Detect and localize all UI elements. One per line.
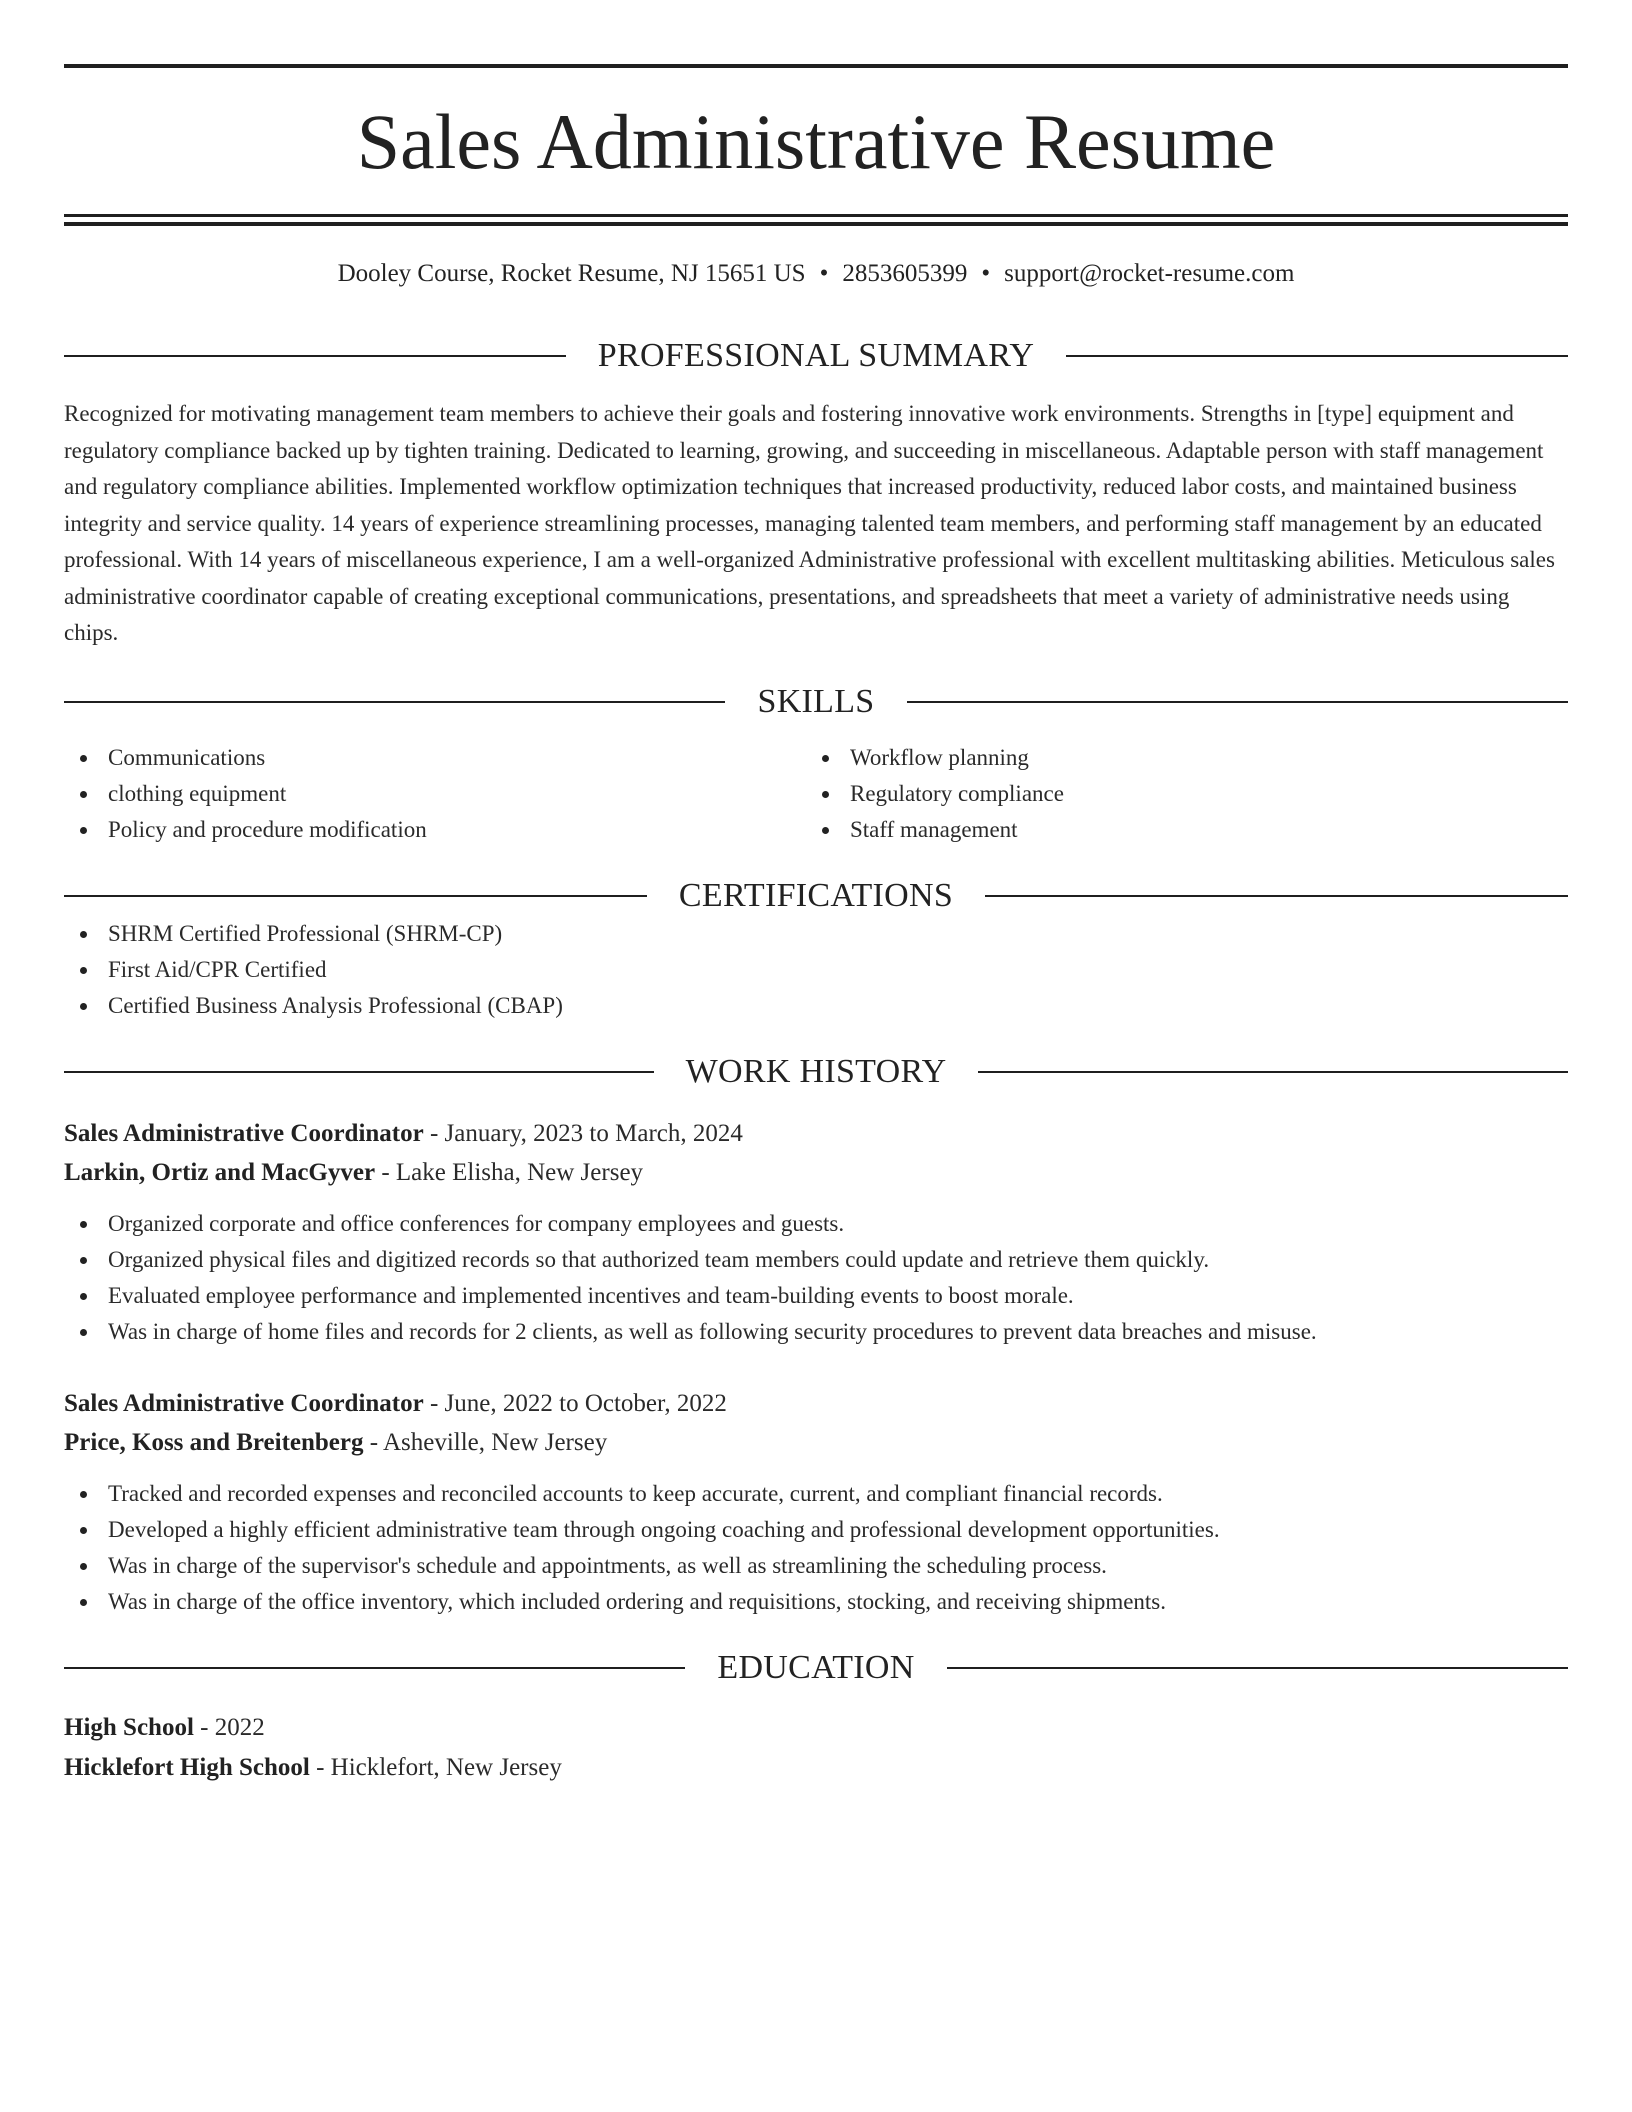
job-location: - Lake Elisha, New Jersey (375, 1158, 644, 1186)
contact-line (64, 258, 1568, 290)
heading-rule (1066, 355, 1568, 357)
education-degree: High School (64, 1713, 194, 1741)
list-item: Policy and procedure modification (64, 812, 806, 848)
list-item: First Aid/CPR Certified (64, 952, 1568, 988)
section-heading-certifications (64, 876, 1568, 916)
section-heading-summary (64, 336, 1568, 376)
job-dates: - June, 2022 to October, 2022 (423, 1389, 727, 1417)
job-title-line (64, 1384, 1568, 1423)
list-item: Workflow planning (806, 740, 1548, 776)
title-rule-upper (64, 214, 1568, 217)
list-item: Was in charge of home files and records for 2 clients, as well as following security procedures to prevent data breaches and misuse. (64, 1314, 1568, 1350)
education-location: - Hicklefort, New Jersey (309, 1753, 562, 1781)
list-item: clothing equipment (64, 776, 806, 812)
list-item: Was in charge of the office inventory, which included ordering and requisitions, stocking, and receiving shipments. (64, 1584, 1568, 1620)
job-dates: - January, 2023 to March, 2024 (423, 1119, 743, 1147)
heading-rule (64, 895, 647, 897)
heading-rule (64, 1667, 685, 1669)
job-title: Sales Administrative Coordinator (64, 1119, 424, 1147)
title-rule-lower (64, 222, 1568, 226)
contact-address: Dooley Course, Rocket Resume, NJ 15651 US (337, 260, 806, 287)
section-heading-education (64, 1648, 1568, 1688)
top-rule (64, 64, 1568, 68)
job-company-line (64, 1423, 1568, 1462)
section-heading-skills (64, 682, 1568, 722)
heading-rule (64, 701, 725, 703)
section-title: CERTIFICATIONS (678, 876, 954, 914)
list-item: Was in charge of the supervisor's schedule and appointments, as well as streamlining the scheduling process. (64, 1548, 1568, 1584)
contact-phone: 2853605399 (842, 260, 968, 287)
heading-rule (64, 355, 566, 357)
heading-rule (64, 1071, 654, 1073)
contact-email: support@rocket-resume.com (1004, 260, 1295, 287)
skills-column-left (64, 740, 806, 848)
contact-separator: • (819, 260, 829, 287)
contact-separator: • (981, 260, 991, 287)
heading-rule (907, 701, 1568, 703)
summary-text: Recognized for motivating management team members to achieve their goals and fostering innovative work environments. Strengths in [type] equipment and regulatory compliance backed up by tighten training. Dedicated to learning, growing, and succeeding in miscellaneous. Adaptable person with staff management and regulatory compliance abilities. Implemented workflow optimization techniques that increased productivity, reduced labor costs, and maintained business integrity and service quality. 14 years of experience streamlining processes, managing talented team members, and performing staff management by an educated professional. With 14 years of miscellaneous experience, I am a well-organized Administrative professional with excellent multitasking abilities. Meticulous sales administrative coordinator capable of creating exceptional communications, presentations, and spreadsheets that meet a variety of administrative needs using chips. (64, 401, 1555, 645)
resume-title: Sales Administrative Resume (356, 98, 1276, 185)
list-item: Evaluated employee performance and implemented incentives and team-building events to boost morale. (64, 1278, 1568, 1314)
job-company: Price, Koss and Breitenberg (64, 1428, 364, 1456)
job-duties (64, 1476, 1568, 1620)
list-item: Developed a highly efficient administrative team through ongoing coaching and professional development opportunities. (64, 1512, 1568, 1548)
education-year: - 2022 (193, 1713, 265, 1741)
section-title: EDUCATION (717, 1648, 915, 1686)
job-title: Sales Administrative Coordinator (64, 1389, 424, 1417)
list-item: SHRM Certified Professional (SHRM-CP) (64, 916, 1568, 952)
section-title: WORK HISTORY (685, 1052, 947, 1090)
heading-rule (985, 895, 1568, 897)
resume-page (64, 64, 1568, 1788)
heading-rule (978, 1071, 1568, 1073)
education-degree-line (64, 1708, 1568, 1748)
job-company: Larkin, Ortiz and MacGyver (64, 1158, 376, 1186)
education-school: Hicklefort High School (64, 1753, 310, 1781)
list-item: Certified Business Analysis Professional (CBAP) (64, 988, 1568, 1024)
list-item: Communications (64, 740, 806, 776)
heading-rule (947, 1667, 1568, 1669)
certifications-list (64, 916, 1568, 1024)
list-item: Staff management (806, 812, 1548, 848)
list-item: Regulatory compliance (806, 776, 1548, 812)
skills-column-right (806, 740, 1548, 848)
skills-list (64, 740, 1568, 848)
section-title: PROFESSIONAL SUMMARY (597, 337, 1035, 374)
education-entry (64, 1708, 1568, 1788)
list-item: Organized physical files and digitized records so that authorized team members could update and retrieve them quickly. (64, 1242, 1568, 1278)
job-company-line (64, 1153, 1568, 1192)
job-title-line (64, 1114, 1568, 1153)
section-heading-work-history (64, 1052, 1568, 1092)
section-title: SKILLS (757, 682, 875, 720)
education-school-line (64, 1748, 1568, 1788)
job-location: - Asheville, New Jersey (363, 1428, 608, 1456)
list-item: Organized corporate and office conferences for company employees and guests. (64, 1206, 1568, 1242)
job-entry (64, 1384, 1568, 1620)
job-duties (64, 1206, 1568, 1350)
list-item: Tracked and recorded expenses and reconciled accounts to keep accurate, current, and compliant financial records. (64, 1476, 1568, 1512)
job-entry (64, 1114, 1568, 1350)
